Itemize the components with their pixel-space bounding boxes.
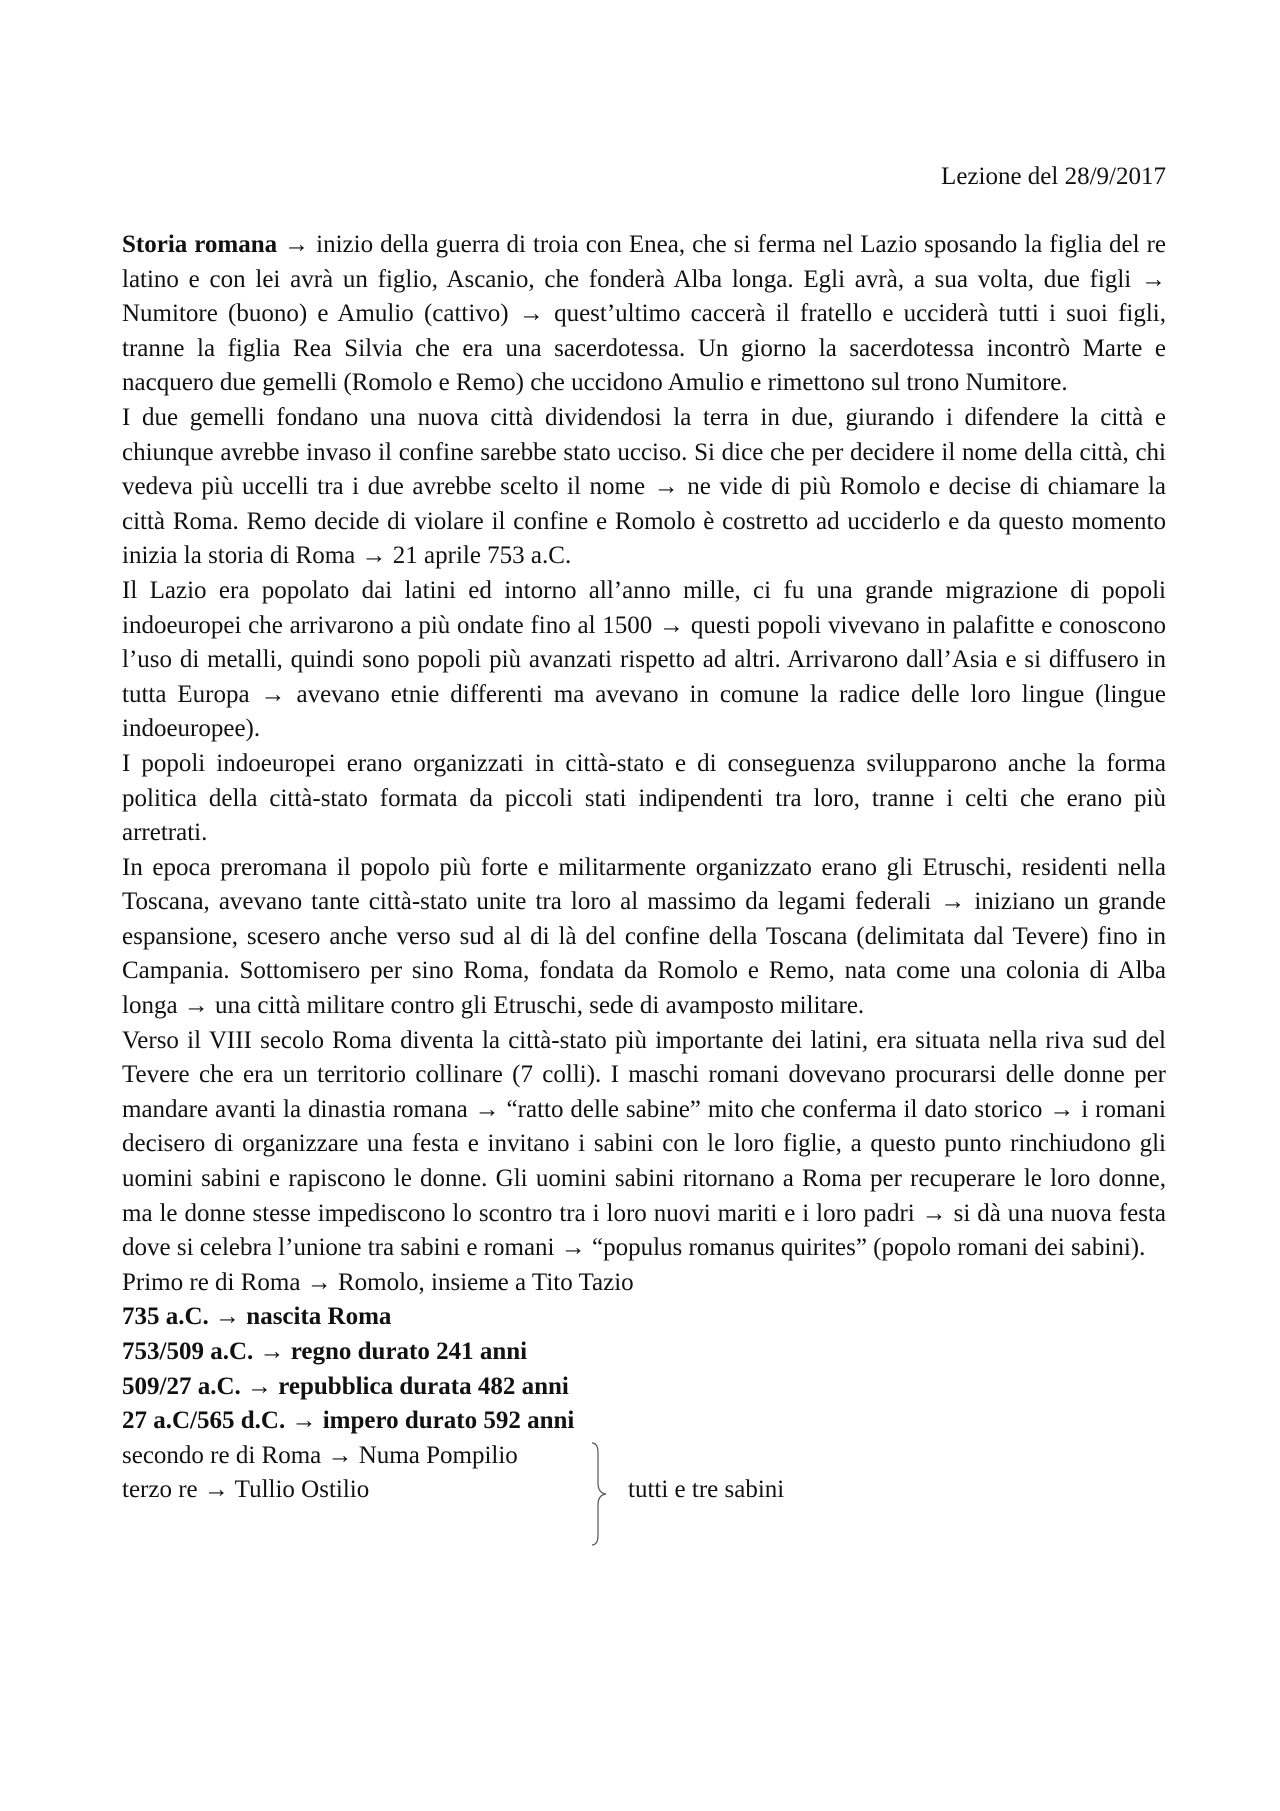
lesson-date: Lezione del 28/9/2017 <box>941 163 1166 190</box>
paragraph-etruschi: In epoca preromana il popolo più forte e militarmente organizzato erano gli Etruschi, residenti nella Toscana, avevano tante città-stato unite tra loro al massimo da legami federali → iniziano un grande espansione, scesero anche verso sud al di là del confine della Toscana (delimitata dal Tevere) fino in Campania. Sottomisero per sino Roma, fondata da Romolo e Remo, nata come una colonia di Alba longa → una città militare contro gli Etruschi, sede di avamposto militare. <box>122 853 1166 1020</box>
intro-title: Storia romana <box>122 231 278 258</box>
brace-label: tutti e tre sabini <box>628 1475 785 1503</box>
paragraph-founding: I due gemelli fondano una nuova città dividendosi la terra in due, giurando i difendere la città e chiunque avrebbe invaso il confine sarebbe stato ucciso. Si dice che per decidere il nome della città, chi vedeva più uccelli tra i due avrebbe scelto il nome → ne vide di più Romolo e decise di chiamare la città Roma. Remo decide di violare il confine e Romolo è costretto ad ucciderlo e da questo momento inizia la storia di Roma → 21 aprile 753 a.C. <box>122 403 1166 570</box>
paragraph-sabine: Verso il VIII secolo Roma diventa la città-stato più importante dei latini, era situata nella riva sud del Tevere che era un territorio collinare (7 colli). I maschi romani dovevano procurarsi delle donne per mandare avanti la dinastia romana → “ratto delle sabine” mito che conferma il dato storico → i romani decisero di organizzare una festa e invitano i sabini con le loro figlie, a questo punto rinchiudono gli uomini sabini e rapiscono le donne. Gli uomini sabini ritornano a Roma per recuperare le loro donne, ma le donne stesse impediscono lo scontro tra i loro nuovi mariti e i loro padri → si dà una nuova festa dove si celebra l’unione tra sabini e romani → “populus romanus quirites” (popolo romani dei sabini). <box>122 1026 1166 1262</box>
timeline-list <box>122 1300 1166 1438</box>
document-page <box>122 0 1166 1811</box>
third-king-line: terzo re → Tullio Ostilio <box>122 1476 370 1504</box>
right-brace-icon <box>590 1441 608 1547</box>
second-king-line: secondo re di Roma → Numa Pompilio <box>122 1441 518 1469</box>
paragraph-indoeuropei: I popoli indoeuropei erano organizzati in città-stato e di conseguenza svilupparono anche la forma politica della città-stato formata da piccoli stati indipendenti tra loro, tranne i celti che erano più arretrati. <box>122 749 1166 847</box>
document-body <box>122 228 1166 1549</box>
timeline-item: 509/27 a.C. → repubblica durata 482 anni <box>122 1372 569 1400</box>
intro-text: → inizio della guerra di troia con Enea, che si ferma nel Lazio sposando la figlia del re latino e con lei avrà un figlio, Ascanio, che fonderà Alba longa. Egli avrà, a sua volta, due figli → Numitore (buono) e Amulio (cattivo) → quest’ultimo caccerà il fratello e ucciderà tutti i suoi figli, tranne la figlia Rea Silvia che era una sacerdotessa. Un giorno la sacerdotessa incontrò Marte e nacquero due gemelli (Romolo e Remo) che uccidono Amulio e rimettono sul trono Numitore. <box>122 231 1166 397</box>
paragraph-lazio: Il Lazio era popolato dai latini ed intorno all’anno mille, ci fu una grande migrazione di popoli indoeuropei che arrivarono a più ondate fino al 1500 → questi popoli vivevano in palafitte e conoscono l’uso di metalli, quindi sono popoli più avanzati rispetto ad altri. Arrivarono dall’Asia e si diffusero in tutta Europa → avevano etnie differenti ma avevano in comune la radice delle loro lingue (lingue indoeuropee). <box>122 576 1166 743</box>
timeline-item: 753/509 a.C. → regno durato 241 anni <box>122 1338 528 1365</box>
first-king-line: Primo re di Roma → Romolo, insieme a Tito Tazio <box>122 1268 634 1296</box>
kings-group <box>122 1439 1166 1549</box>
timeline-item: 27 a.C/565 d.C. → impero durato 592 anni <box>122 1407 575 1435</box>
timeline-item: 735 a.C. → nascita Roma <box>122 1303 392 1331</box>
intro-paragraph <box>122 228 1166 401</box>
